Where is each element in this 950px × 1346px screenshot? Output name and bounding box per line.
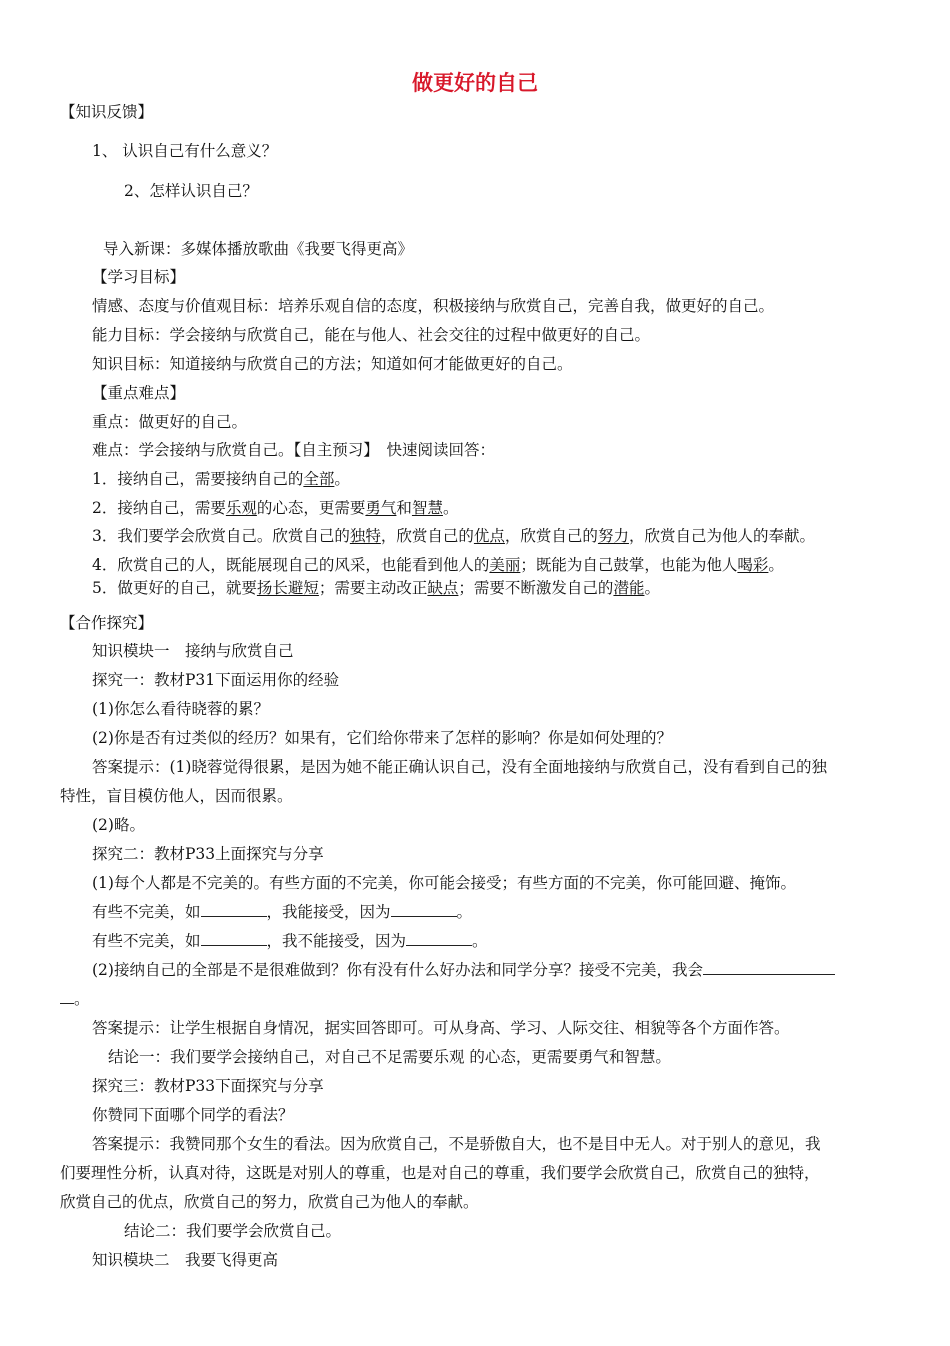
explore-1-heading: 探究一：教材P31下面运用你的经验 (92, 671, 340, 689)
fill-blank-accept: 有些不完美，如 ，我能接受，因为 。 (92, 903, 473, 921)
conclusion-2: 结论二：我们要学会欣赏自己。 (124, 1222, 342, 1240)
preview-item-3: 3．我们要学会欣赏自己。欣赏自己的独特，欣赏自己的优点，欣赏自己的努力，欣赏自己为他人的奉献。 (92, 527, 815, 545)
explore-2-question-2: (2)接纳自己的全部是不是很难做到？你有没有什么好办法和同学分享？接受不完美，我会 (92, 960, 835, 980)
difficulty-line: 难点：学会接纳与欣赏自己。【自主预习】 快速阅读回答： (92, 441, 496, 459)
question-2: 2、怎样认识自己？ (124, 182, 258, 200)
conclusion-1: 结论一：我们要学会接纳自己，对自己不足需要乐观 的心态，更需要勇气和智慧。 (108, 1048, 671, 1066)
explore-2-heading: 探究二：教材P33上面探究与分享 (92, 845, 324, 863)
explore-3-question: 你赞同下面哪个同学的看法？ (92, 1106, 294, 1124)
explore-3-heading: 探究三：教材P33下面探究与分享 (92, 1077, 324, 1095)
explore-3-answer-line-2: 们要理性分析，认真对待，这既是对别人的尊重，也是对自己的尊重，我们要学会欣赏自己，欣赏自己的独特， (60, 1164, 820, 1182)
explore-1-question-2: (2)你是否有过类似的经历？如果有，它们给你带来了怎样的影响？你是如何处理的？ (92, 729, 672, 747)
module-2-heading: 知识模块二 我要飞得更高 (92, 1251, 279, 1269)
explore-2-question-2-end: 。 (60, 989, 90, 1009)
goal-ability: 能力目标：学会接纳与欣赏自己，能在与他人、社会交往的过程中做更好的自己。 (92, 326, 651, 344)
answer-blank[interactable] (391, 902, 457, 917)
module-1-heading: 知识模块一 接纳与欣赏自己 (92, 642, 294, 660)
section-heading-key: 【重点难点】 (92, 384, 186, 402)
explore-1-answer-line-2: 特性，盲目模仿他人，因而很累。 (60, 787, 293, 805)
page-title: 做更好的自己 (412, 71, 538, 95)
preview-item-4: 4．欣赏自己的人，既能展现自己的风采，也能看到他人的美丽；既能为自己鼓掌，也能为他人喝彩。 (92, 556, 784, 574)
explore-2-answer: 答案提示：让学生根据自身情况，据实回答即可。可从身高、学习、人际交往、相貌等各个方面作答。 (92, 1019, 790, 1037)
section-heading-feedback: 【知识反馈】 (60, 103, 154, 121)
answer-blank[interactable] (406, 931, 472, 946)
explore-2-question-1: (1)每个人都是不完美的。有些方面的不完美，你可能会接受；有些方面的不完美，你可能回避、掩饰。 (92, 874, 796, 892)
explore-3-answer-line-3: 欣赏自己的优点，欣赏自己的努力，欣赏自己为他人的奉献。 (60, 1193, 479, 1211)
explore-1-answer-line-1: 答案提示：(1)晓蓉觉得很累，是因为她不能正确认识自己，没有全面地接纳与欣赏自己，没有看到自己的独 (92, 758, 827, 776)
key-point: 重点：做更好的自己。 (92, 413, 248, 431)
question-1: 1、 认识自己有什么意义？ (92, 142, 278, 160)
answer-blank[interactable] (60, 989, 74, 1004)
explore-3-answer-line-1: 答案提示：我赞同那个女生的看法。因为欣赏自己，不是骄傲自大，也不是目中无人。对于别人的意见，我 (92, 1135, 821, 1153)
goal-knowledge: 知识目标：知道接纳与欣赏自己的方法；知道如何才能做更好的自己。 (92, 355, 573, 373)
preview-item-2: 2．接纳自己，需要乐观的心态，更需要勇气和智慧。 (92, 499, 459, 517)
answer-blank[interactable] (201, 931, 267, 946)
answer-blank[interactable] (201, 902, 267, 917)
section-heading-goals: 【学习目标】 (92, 268, 186, 286)
preview-item-1: 1．接纳自己，需要接纳自己的全部。 (92, 470, 350, 488)
section-heading-coop: 【合作探究】 (60, 614, 154, 632)
intro-line: 导入新课：多媒体播放歌曲《我要飞得更高》 (103, 240, 414, 258)
preview-item-5: 5．做更好的自己，就要扬长避短；需要主动改正缺点；需要不断激发自己的潜能。 (92, 579, 660, 597)
explore-1-question-1: (1)你怎么看待晓蓉的累？ (92, 700, 269, 718)
fill-blank-not-accept: 有些不完美，如 ，我不能接受，因为 。 (92, 932, 488, 950)
answer-blank[interactable] (703, 960, 835, 975)
explore-1-answer-2: (2)略。 (92, 816, 145, 834)
goal-emotional: 情感、态度与价值观目标：培养乐观自信的态度，积极接纳与欣赏自己，完善自我，做更好的自己。 (92, 297, 775, 315)
